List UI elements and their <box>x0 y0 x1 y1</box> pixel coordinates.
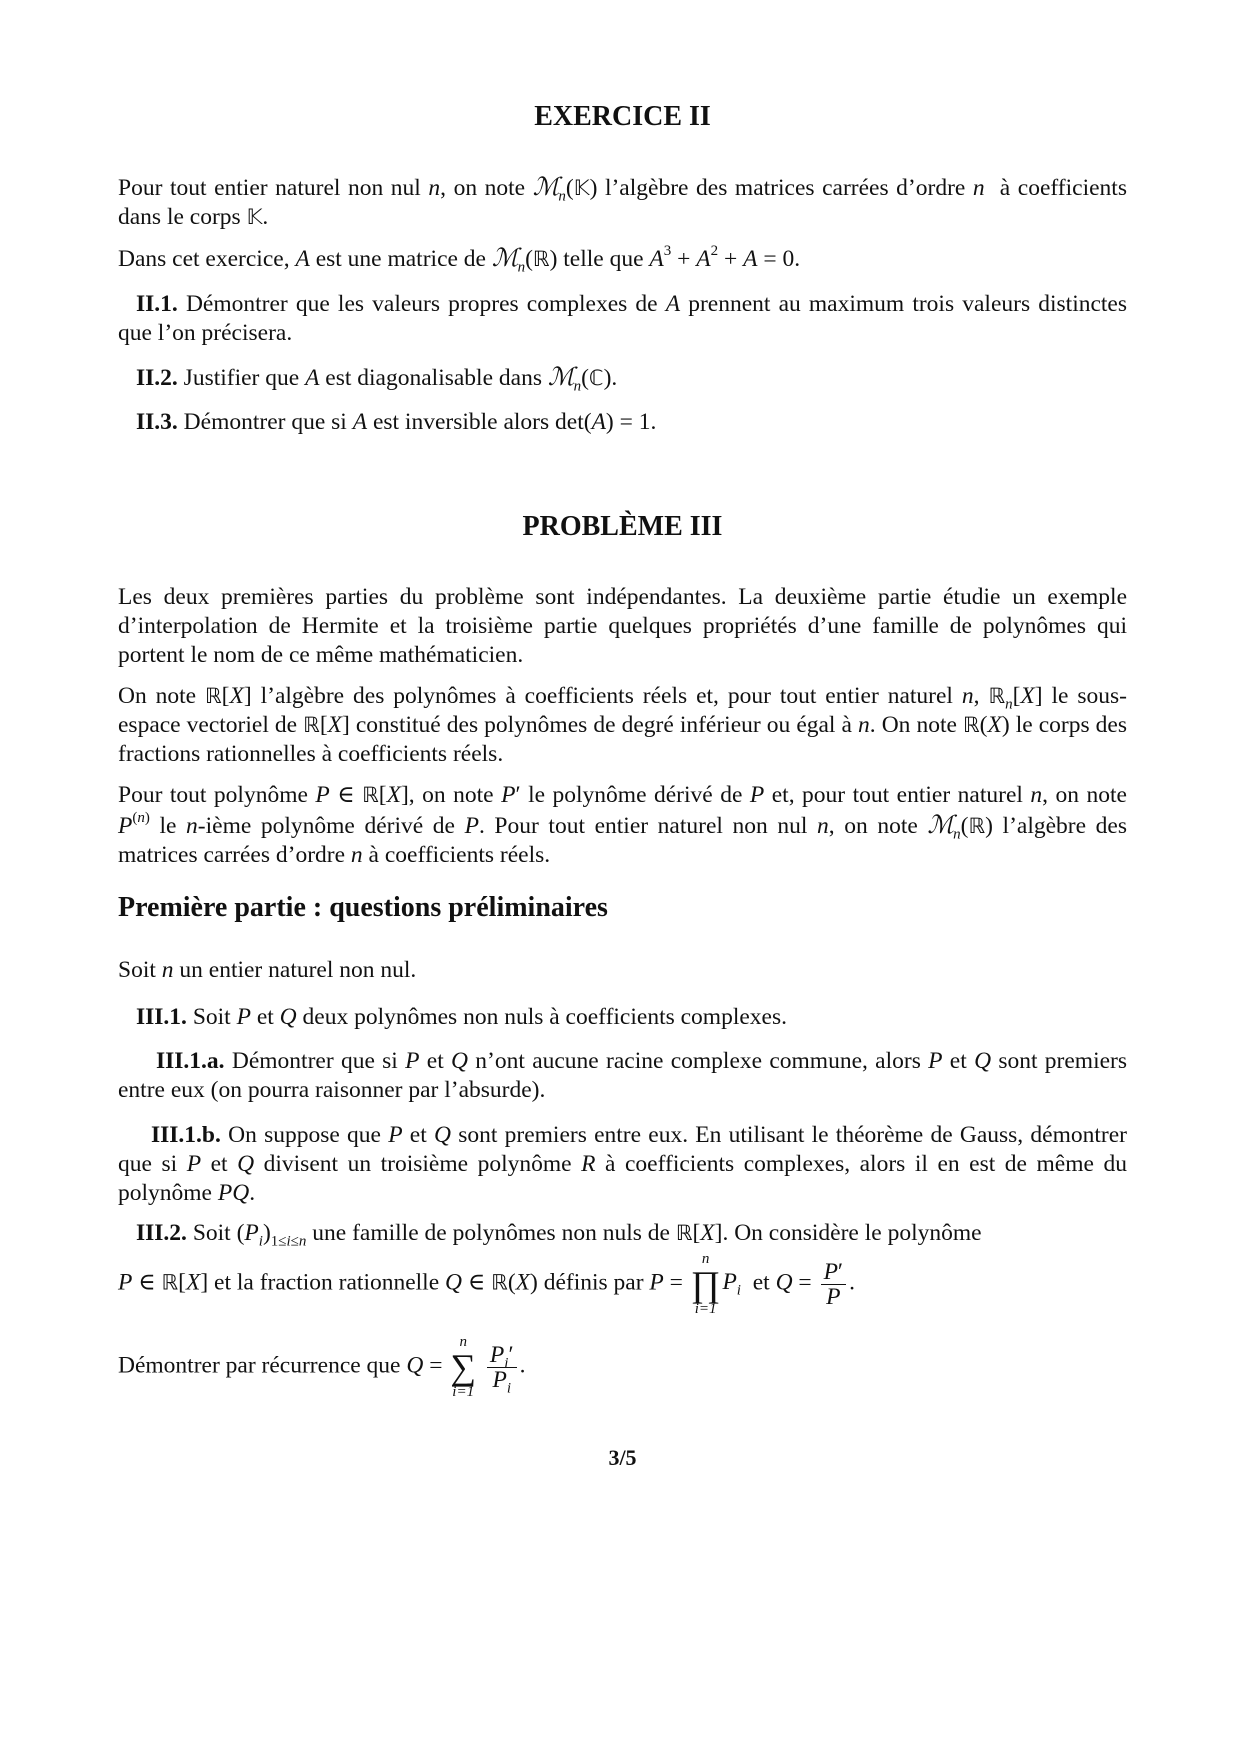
question-II-1: II.1. Démontrer que les valeurs propres complexes de A prennent au maximum trois valeurs distinctes que l’on précisera. <box>118 291 1128 346</box>
part-1-title: Première partie : questions préliminaires <box>118 892 608 923</box>
fraction-Pi-prime-over-Pi: $\frac{P_i'}{P_i}$ <box>487 1343 517 1392</box>
sum-operator: n ∑ i=1 <box>450 1334 477 1400</box>
problem-title: PROBLÈME III <box>522 511 723 542</box>
problem-intro-3: Pour tout polynôme P ∈ ℝ[X], on note P′ le polynôme dérivé de P et, pour tout entier naturel n, on note $P^{(n)}$ le n-ième polynôme dérivé de P. Pour tout entier naturel non nul n, on note ℳ$_n$(ℝ) l’algèbre des matrices carrées d’ordre n à coefficients réels. <box>118 782 1127 868</box>
question-III-1-b: III.1.b. On suppose que P et Q sont premiers entre eux. En utilisant le théorème de Gauss, démontrer que si P et Q divisent un troisième polynôme R à coefficients complexes, alors il en est de même du polynôme PQ. <box>118 1122 1127 1206</box>
page-number: 3/5 <box>608 1445 637 1470</box>
exercise-title: EXERCICE II <box>534 101 711 132</box>
question-III-1-label: III.1. <box>136 1004 187 1030</box>
question-III-2-definitions: P ∈ ℝ[X] et la fraction rationnelle Q ∈ ℝ(X) définis par P = n ∏ i=1 $P_i$ et Q = $\frac{P'}{P}$ . <box>118 1251 855 1317</box>
question-III-1-a-label: III.1.a. <box>156 1048 225 1074</box>
question-II-3-label: II.3. <box>136 409 178 435</box>
exercise-intro-1: Pour tout entier naturel non nul n, on note ℳ$_n$(𝕂) l’algèbre des matrices carrées d’ordre n à coefficients dans le corps 𝕂. <box>118 172 1127 230</box>
question-III-1: III.1. Soit P et Q deux polynômes non nuls à coefficients complexes. <box>136 1004 787 1030</box>
question-II-1-label: II.1. <box>136 291 178 317</box>
problem-intro-2: On note ℝ[X] l’algèbre des polynômes à coefficients réels et, pour tout entier naturel n, ℝ$_n$[X] le sous-espace vectoriel de ℝ[X] constitué des polynômes de degré inférieur ou égal à n. On note ℝ(X) le corps des fractions rationnelles à coefficients réels. <box>118 683 1128 767</box>
question-II-2-label: II.2. <box>136 365 178 391</box>
question-III-1-a: III.1.a. Démontrer que si P et Q n’ont aucune racine complexe commune, alors P et Q sont premiers entre eux (on pourra raisonner par l’absurde). <box>118 1048 1128 1103</box>
part-1-intro: Soit n un entier naturel non nul. <box>118 957 417 983</box>
question-III-2-label: III.2. <box>136 1220 187 1246</box>
fraction-P-prime-over-P: $\frac{P'}{P}$ <box>821 1260 847 1309</box>
question-III-2: III.2. Soit $(P_i)_{1\le i\le n}$ une famille de polynômes non nuls de ℝ[X]. On considère le polynôme <box>136 1220 982 1250</box>
problem-intro-1: Les deux premières parties du problème sont indépendantes. La deuxième partie étudie un exemple d’interpolation de Hermite et la troisième partie quelques propriétés d’une famille de polynômes qui portent le nom de ce même mathématicien. <box>118 584 1127 668</box>
product-operator: n ∏ i=1 <box>690 1251 721 1317</box>
question-III-2-conclusion: Démontrer par récurrence que Q = n ∑ i=1 $\frac{P_i'}{P_i}$ . <box>118 1334 526 1400</box>
question-II-3: II.3. Démontrer que si A est inversible alors det(A) = 1. <box>136 409 657 435</box>
exercise-intro-2: Dans cet exercice, A est une matrice de ℳ$_n$(ℝ) telle que $A^3 + A^2 + A = 0$. <box>118 243 801 276</box>
question-III-1-b-label: III.1.b. <box>151 1122 221 1148</box>
question-II-2: II.2. Justifier que A est diagonalisable dans ℳ$_n$(ℂ). <box>136 362 618 395</box>
